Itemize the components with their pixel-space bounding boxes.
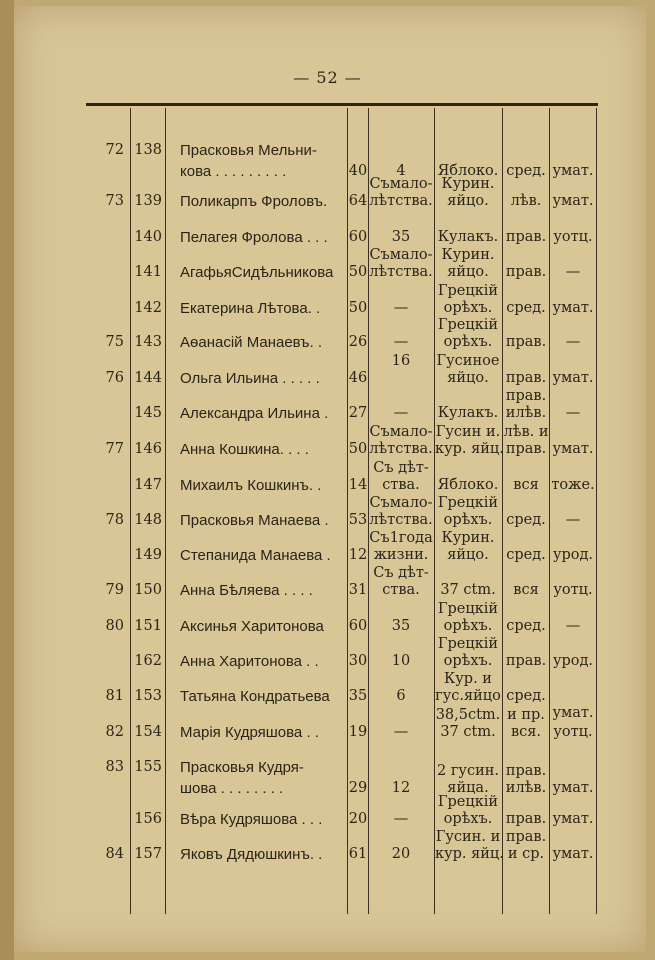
age: 27: [348, 405, 368, 421]
age: 40: [348, 163, 368, 179]
person-name: Аѳанасій Манаевъ. .: [180, 334, 323, 351]
duration-top: Съмало-: [369, 176, 433, 192]
object: Яблоко.: [437, 477, 499, 493]
side: прав.: [505, 811, 547, 827]
duration-top: Съмало-: [369, 495, 433, 511]
row-number: 81: [105, 688, 124, 704]
duration-top: 16: [391, 353, 411, 369]
side: сред.: [506, 618, 546, 634]
side: сред.: [506, 688, 546, 704]
outcome: —: [565, 264, 581, 280]
record-number: 140: [134, 229, 162, 245]
record-number: 142: [134, 300, 162, 316]
record-number: 148: [134, 512, 162, 528]
row-number: 79: [105, 582, 124, 598]
side: сред.: [506, 547, 546, 563]
record-number: 154: [134, 724, 162, 740]
object-top: 38,5ctm.: [435, 707, 501, 723]
record-number: 147: [134, 477, 162, 493]
duration: —: [393, 405, 409, 421]
outcome: умат.: [552, 193, 594, 209]
age: 50: [348, 441, 368, 457]
person-name: Екатерина Лѣтова. .: [180, 300, 321, 317]
side: вся: [513, 477, 539, 493]
object: Кулакъ.: [437, 229, 499, 245]
side: вся.: [510, 724, 542, 740]
object: Яблоко.: [437, 163, 499, 179]
row-number: 82: [105, 724, 124, 740]
age: 29: [348, 780, 368, 796]
duration-top: Съ дѣт-: [373, 565, 429, 581]
duration: —: [393, 300, 409, 316]
duration: 10: [391, 653, 411, 669]
side-top: прав.: [505, 763, 547, 779]
person-name: Анна Кошкина. . . .: [180, 441, 309, 458]
age: 50: [348, 264, 368, 280]
outcome: —: [565, 512, 581, 528]
age: 14: [348, 477, 368, 493]
duration: ства.: [382, 582, 420, 598]
person-name: Михаилъ Кошкинъ. .: [180, 477, 322, 494]
row-number: 75: [105, 334, 124, 350]
object: яйцо.: [447, 370, 489, 386]
row-number: 80: [105, 618, 124, 634]
record-number: 145: [134, 405, 162, 421]
duration: 35: [391, 229, 411, 245]
row-number: 76: [105, 370, 124, 386]
person-name: Ольга Ильина . . . . .: [180, 370, 320, 387]
side: прав.: [505, 370, 547, 386]
book-spine: [0, 0, 14, 960]
duration: 4: [396, 163, 406, 179]
side-top: прав.: [505, 829, 547, 845]
side-top: и пр.: [507, 707, 545, 723]
outcome: умат.: [552, 846, 594, 862]
object-top: Грецкій: [437, 794, 499, 810]
person-name: Поликарпъ Фроловъ.: [180, 193, 328, 210]
duration: 6: [396, 688, 406, 704]
person-name-cont: кова . . . . . . . . .: [180, 163, 287, 180]
age: 12: [348, 547, 368, 563]
duration: 12: [391, 780, 411, 796]
object-top: Курин.: [441, 530, 495, 546]
record-number: 141: [134, 264, 162, 280]
object-top: Курин.: [441, 247, 495, 263]
duration-top: Съ дѣт-: [373, 460, 429, 476]
person-name: Анна Бѣляева . . . .: [180, 582, 313, 599]
object-top: Курин.: [441, 176, 495, 192]
object: 37 ctm.: [440, 724, 496, 740]
object: кур. яйц.: [435, 846, 504, 862]
object: яйцо.: [447, 264, 489, 280]
person-name: Яковъ Дядюшкинъ. .: [180, 846, 323, 863]
row-number: 72: [105, 142, 124, 158]
record-number: 144: [134, 370, 162, 386]
age: 61: [348, 846, 368, 862]
person-name: Аксинья Харитонова: [180, 618, 324, 635]
object: гус.яйцо: [435, 688, 501, 704]
age: 60: [348, 618, 368, 634]
age: 53: [348, 512, 368, 528]
duration: —: [393, 811, 409, 827]
duration-top: Съ1года: [369, 530, 433, 546]
page-number: — 52 —: [293, 68, 362, 87]
outcome-extra: умат.: [552, 705, 594, 721]
record-number: 157: [134, 846, 162, 862]
age: 26: [348, 334, 368, 350]
object: орѣхъ.: [443, 811, 493, 827]
person-name: Пелагея Фролова . . .: [180, 229, 328, 246]
record-number: 139: [134, 193, 162, 209]
person-name: Татьяна Кондратьева: [180, 688, 330, 705]
age: 50: [348, 300, 368, 316]
object: 37 ctm.: [440, 582, 496, 598]
duration: лѣтства.: [369, 441, 433, 457]
header-rule: [86, 103, 598, 106]
side: прав.: [505, 441, 547, 457]
age: 31: [348, 582, 368, 598]
column-divider: [596, 108, 597, 914]
age: 35: [348, 688, 368, 704]
object-top: Грецкій: [437, 317, 499, 333]
object-top: Грецкій: [437, 283, 499, 299]
person-name: Марія Кудряшова . .: [180, 724, 319, 741]
outcome: —: [565, 405, 581, 421]
side: сред.: [506, 512, 546, 528]
record-number: 153: [134, 688, 162, 704]
side-top: прав.: [505, 388, 547, 404]
object: яйцо.: [447, 547, 489, 563]
record-number: 162: [134, 653, 162, 669]
side-top: лѣв. и: [503, 424, 549, 440]
object: орѣхъ.: [443, 300, 493, 316]
side: и ср.: [507, 846, 545, 862]
side: прав.: [505, 229, 547, 245]
side: прав.: [505, 264, 547, 280]
row-number: 77: [105, 441, 124, 457]
duration: 20: [391, 846, 411, 862]
outcome: умат.: [552, 811, 594, 827]
object-top: Грецкій: [437, 495, 499, 511]
row-number: 78: [105, 512, 124, 528]
duration: лѣтства.: [369, 512, 433, 528]
person-name: Степанида Манаева .: [180, 547, 331, 564]
record-number: 150: [134, 582, 162, 598]
column-divider: [165, 108, 166, 914]
side: илѣв.: [505, 780, 547, 796]
age: 30: [348, 653, 368, 669]
side: лѣв.: [510, 193, 542, 209]
outcome: урод.: [552, 547, 594, 563]
outcome: уотц.: [553, 724, 593, 740]
duration: лѣтства.: [369, 193, 433, 209]
record-number: 151: [134, 618, 162, 634]
duration: жизни.: [373, 547, 429, 563]
object-top: Гусин и.: [435, 424, 501, 440]
record-number: 156: [134, 811, 162, 827]
age: 20: [348, 811, 368, 827]
age: 46: [348, 370, 368, 386]
side: илѣв.: [505, 405, 547, 421]
object: яйца.: [447, 780, 489, 796]
outcome: —: [565, 618, 581, 634]
outcome: уотц.: [553, 582, 593, 598]
object-top: Гусин. и: [435, 829, 501, 845]
duration: ства.: [382, 477, 420, 493]
outcome: —: [565, 334, 581, 350]
record-number: 155: [134, 759, 162, 775]
age: 64: [348, 193, 368, 209]
person-name: Вѣра Кудряшова . . .: [180, 811, 323, 828]
object-top: 2 гусин.: [436, 763, 500, 779]
duration-top: Съмало-: [369, 424, 433, 440]
object-top: Грецкій: [437, 636, 499, 652]
outcome: умат.: [552, 300, 594, 316]
object-top: Грецкій: [437, 601, 499, 617]
row-number: 84: [105, 846, 124, 862]
object-top: Кур. и: [444, 671, 492, 687]
object: кур. яйц.: [435, 441, 504, 457]
object-top: Гусиное: [436, 353, 500, 369]
side: сред.: [506, 300, 546, 316]
outcome: умат.: [552, 780, 594, 796]
person-name: Прасковья Мельни-: [180, 142, 317, 159]
object: Кулакъ.: [437, 405, 499, 421]
duration: 35: [391, 618, 411, 634]
person-name: Прасковья Кудря-: [180, 759, 304, 776]
column-divider: [130, 108, 131, 914]
outcome: умат.: [552, 370, 594, 386]
outcome: урод.: [552, 653, 594, 669]
person-name-cont: шова . . . . . . . .: [180, 780, 284, 797]
record-number: 143: [134, 334, 162, 350]
outcome: умат.: [552, 441, 594, 457]
side: прав.: [505, 653, 547, 669]
person-name: Прасковья Манаева .: [180, 512, 329, 529]
age: 60: [348, 229, 368, 245]
person-name: Анна Харитонова . .: [180, 653, 319, 670]
record-number: 138: [134, 142, 162, 158]
outcome: умат.: [552, 163, 594, 179]
outcome: уотц.: [553, 229, 593, 245]
record-number: 146: [134, 441, 162, 457]
duration-top: Съмало-: [369, 247, 433, 263]
side: вся: [513, 582, 539, 598]
duration: —: [393, 724, 409, 740]
object: орѣхъ.: [443, 334, 493, 350]
record-number: 149: [134, 547, 162, 563]
row-number: 83: [105, 759, 124, 775]
person-name: АгафьяСидѣльникова: [180, 264, 334, 281]
side: прав.: [505, 334, 547, 350]
row-number: 73: [105, 193, 124, 209]
object: орѣхъ.: [443, 653, 493, 669]
side: сред.: [506, 163, 546, 179]
age: 19: [348, 724, 368, 740]
duration: —: [393, 334, 409, 350]
duration: лѣтства.: [369, 264, 433, 280]
outcome: тоже.: [551, 477, 595, 493]
object: орѣхъ.: [443, 618, 493, 634]
person-name: Александра Ильина .: [180, 405, 329, 422]
object: орѣхъ.: [443, 512, 493, 528]
object: яйцо.: [447, 193, 489, 209]
